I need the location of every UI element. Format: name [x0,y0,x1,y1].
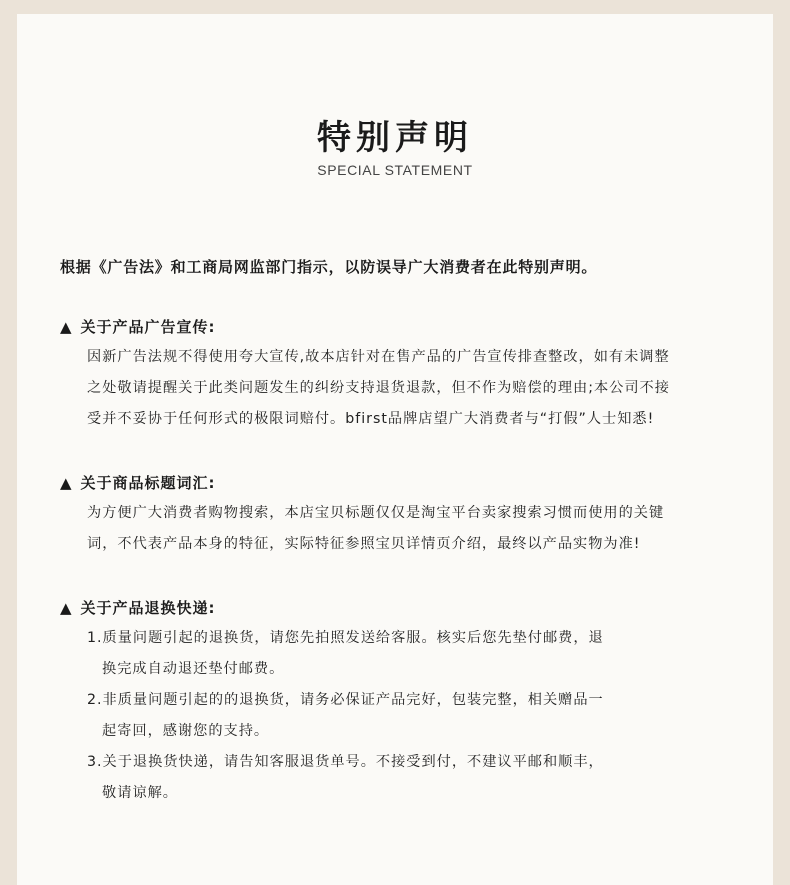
page-title: 特别声明 [317,118,473,158]
paragraph-line: 之处敬请提醒关于此类问题发生的纠纷支持退货退款，但不作为赔偿的理由;本公司不接 [87,380,670,396]
section-title-words [60,468,750,560]
triangle-icon: ▲ [60,599,73,617]
list-item: 3.关于退换货快递，请告知客服退货单号。不接受到付，不建议平邮和顺丰， [87,754,604,770]
list-item-continuation: 敬请谅解。 [102,785,178,801]
paragraph-line: 词，不代表产品本身的特征，实际特征参照宝贝详情页介绍，最终以产品实物为准! [87,536,641,552]
section-title [60,593,750,623]
paragraph-line: 为方便广大消费者购物搜索，本店宝贝标题仅仅是淘宝平台卖家搜索习惯而使用的关键 [87,505,665,521]
triangle-icon: ▲ [60,474,73,492]
section-advertising [60,312,750,435]
page-subtitle: SPECIAL STATEMENT [317,162,473,178]
list-item: 2.非质量问题引起的的退换货，请务必保证产品完好，包装完整，相关赠品一 [87,692,604,708]
section-title [60,468,750,498]
list-item-continuation: 起寄回，感谢您的支持。 [102,723,270,739]
paragraph-line: 受并不妥协于任何形式的极限词赔付。bfirst品牌店望广大消费者与“打假”人士知悉! [87,411,655,427]
section-title-text: 关于产品广告宣传: [80,318,216,336]
statement-card [17,14,773,885]
section-title-text: 关于商品标题词汇: [80,474,216,492]
list-item: 1.质量问题引起的退换货，请您先拍照发送给客服。核实后您先垫付邮费，退 [87,630,604,646]
paragraph-line: 因新广告法规不得使用夸大宣传,故本店针对在售产品的广告宣传排查整改，如有未调整 [87,349,670,365]
section-title [60,312,750,342]
section-returns [60,593,750,809]
intro-statement: 根据《广告法》和工商局网监部门指示，以防误导广大消费者在此特别声明。 [60,258,598,276]
list-item-continuation: 换完成自动退还垫付邮费。 [102,661,285,677]
section-title-text: 关于产品退换快递: [80,599,216,617]
triangle-icon: ▲ [60,318,73,336]
